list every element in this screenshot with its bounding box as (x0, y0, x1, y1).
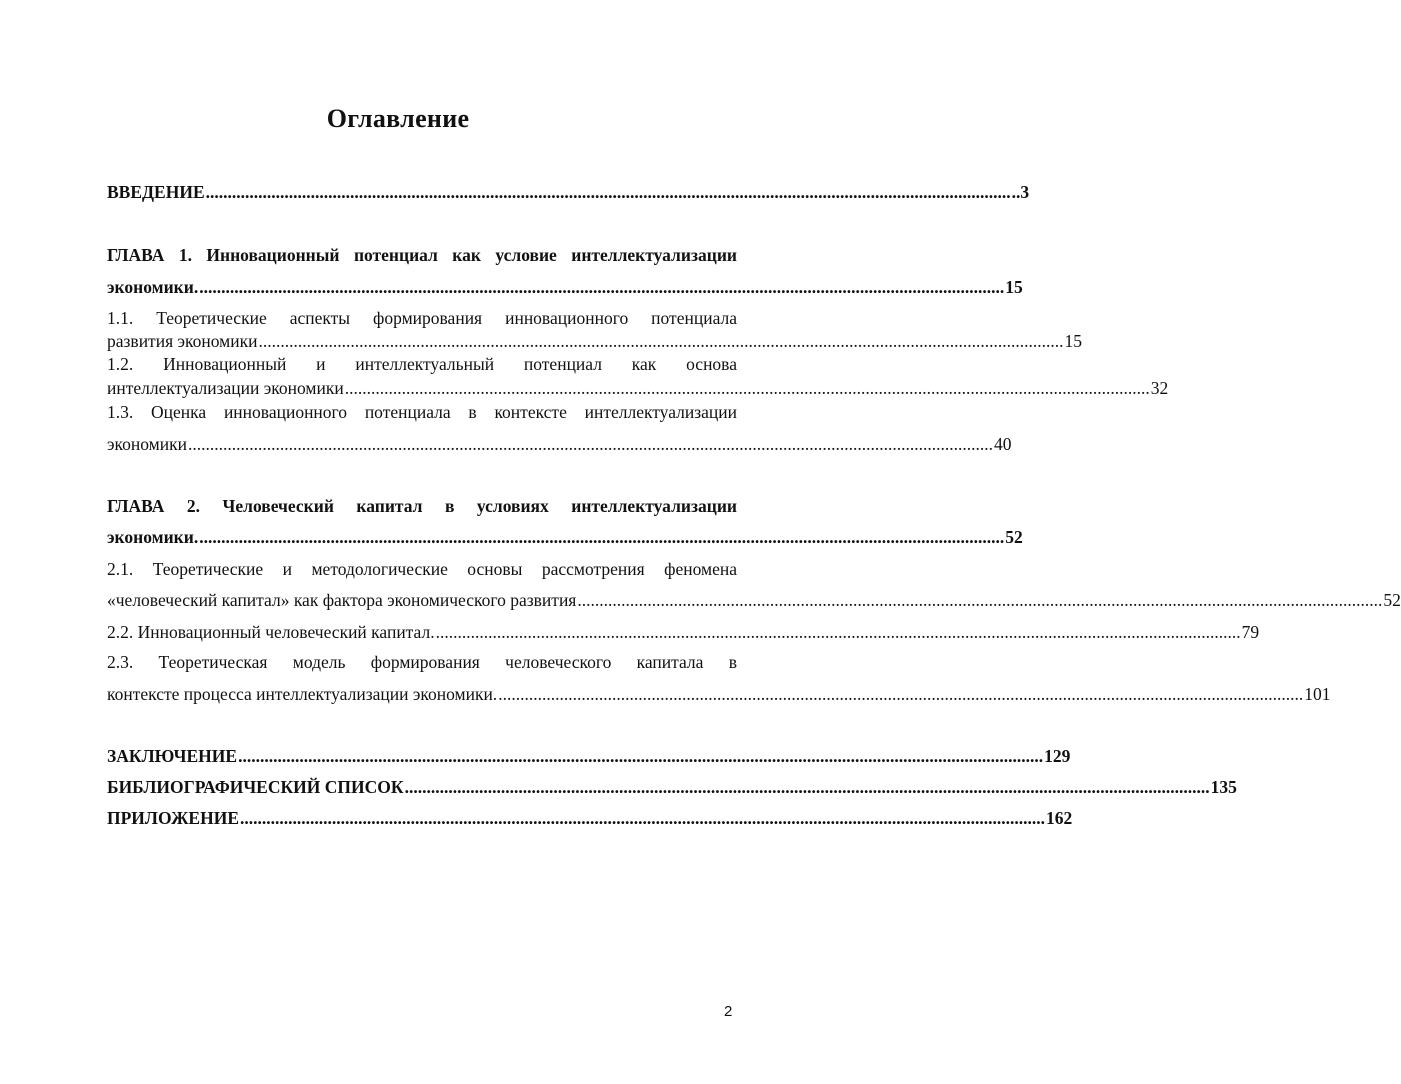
toc-entry-label: ВВЕДЕНИЕ (107, 182, 205, 202)
toc-entry-page: 32 (1150, 378, 1169, 398)
toc-entry-page: 101 (1304, 684, 1331, 704)
toc-entry-page: 52 (1383, 590, 1401, 610)
toc-section-2-1[interactable]: 2.1. Теоретические и методологические основы рассмотрения феномена (107, 559, 737, 579)
toc-entry-label: экономики. (107, 527, 199, 547)
toc-section-1-1-cont[interactable] (107, 330, 1082, 352)
toc-entry-label: БИБЛИОГРАФИЧЕСКИЙ СПИСОК (107, 777, 404, 797)
dot-leader: ........................................................................................................................................................................................ (344, 378, 1150, 398)
toc-entry-page: 135 (1210, 777, 1237, 797)
dot-leader: ........................................................................................................................................................................................ (199, 527, 1005, 547)
dot-leader: ........................................................................................................................................................................................ (577, 590, 1383, 610)
toc-entry-label: интеллектуализации экономики (107, 378, 344, 398)
toc-title: Оглавление (326, 104, 470, 133)
toc-section-2-2[interactable] (107, 621, 1260, 643)
toc-entry-page: ..3 (1011, 182, 1030, 202)
toc-entry-label: экономики. (107, 277, 199, 297)
toc-section-1-2[interactable]: 1.2. Инновационный и интеллектуальный потенциал как основа (107, 354, 737, 374)
dot-leader: ........................................................................................................................................................................................ (435, 622, 1241, 642)
toc-entry-page: 15 (1064, 331, 1082, 351)
toc-entry-page: 15 (1005, 277, 1023, 297)
toc-entry-page: 79 (1241, 622, 1260, 642)
toc-entry-page: 40 (993, 434, 1012, 454)
dot-leader: ........................................................................................................................................................................................ (187, 434, 993, 454)
toc-entry-page: 129 (1044, 746, 1071, 766)
toc-entry-label: экономики (107, 434, 187, 454)
toc-entry-label: ЗАКЛЮЧЕНИЕ (107, 746, 238, 766)
toc-section-2-3-cont[interactable] (107, 683, 1331, 705)
toc-entry-label: «человеческий капитал» как фактора экономического развития (107, 590, 577, 610)
toc-section-1-1[interactable]: 1.1. Теоретические аспекты формирования инновационного потенциала (107, 308, 737, 328)
toc-chapter-1-title-cont[interactable] (107, 276, 1023, 298)
dot-leader: ........................................................................................................................................................................................ (498, 684, 1304, 704)
toc-entry-intro[interactable] (107, 181, 1030, 203)
toc-entry-label: ПРИЛОЖЕНИЕ (107, 808, 240, 828)
toc-section-2-1-cont[interactable] (107, 589, 1401, 611)
toc-section-1-2-cont[interactable] (107, 377, 1169, 399)
toc-entry-label: развития экономики (107, 331, 258, 351)
toc-chapter-1-title[interactable]: ГЛАВА 1. Инновационный потенциал как условие интеллектуализации (107, 245, 737, 265)
toc-chapter-2-title[interactable]: ГЛАВА 2. Человеческий капитал в условиях интеллектуализации (107, 496, 737, 516)
toc-section-2-3[interactable]: 2.3. Теоретическая модель формирования человеческого капитала в (107, 652, 737, 672)
dot-leader: ........................................................................................................................................................................................ (238, 746, 1044, 766)
dot-leader: ........................................................................................................................................................................................ (240, 808, 1046, 828)
toc-chapter-2-title-cont[interactable] (107, 526, 1023, 548)
toc-entry-appendix[interactable] (107, 807, 1073, 829)
dot-leader: ........................................................................................................................................................................................ (199, 277, 1005, 297)
dot-leader: ........................................................................................................................................................................................ (404, 777, 1210, 797)
toc-entry-label: контексте процесса интеллектуализации экономики. (107, 684, 498, 704)
dot-leader: ........................................................................................................................................................................................ (205, 182, 1011, 202)
toc-entry-bibliography[interactable] (107, 776, 1237, 798)
toc-section-1-3-cont[interactable] (107, 433, 1012, 455)
toc-entry-conclusion[interactable] (107, 745, 1071, 767)
dot-leader: ........................................................................................................................................................................................ (258, 331, 1064, 351)
toc-section-1-3[interactable]: 1.3. Оценка инновационного потенциала в контексте интеллектуализации (107, 402, 737, 422)
toc-entry-label: 2.2. Инновационный человеческий капитал. (107, 622, 435, 642)
toc-entry-page: 52 (1005, 527, 1023, 547)
toc-entry-page: 162 (1046, 808, 1073, 828)
page-number: 2 (724, 1003, 733, 1020)
